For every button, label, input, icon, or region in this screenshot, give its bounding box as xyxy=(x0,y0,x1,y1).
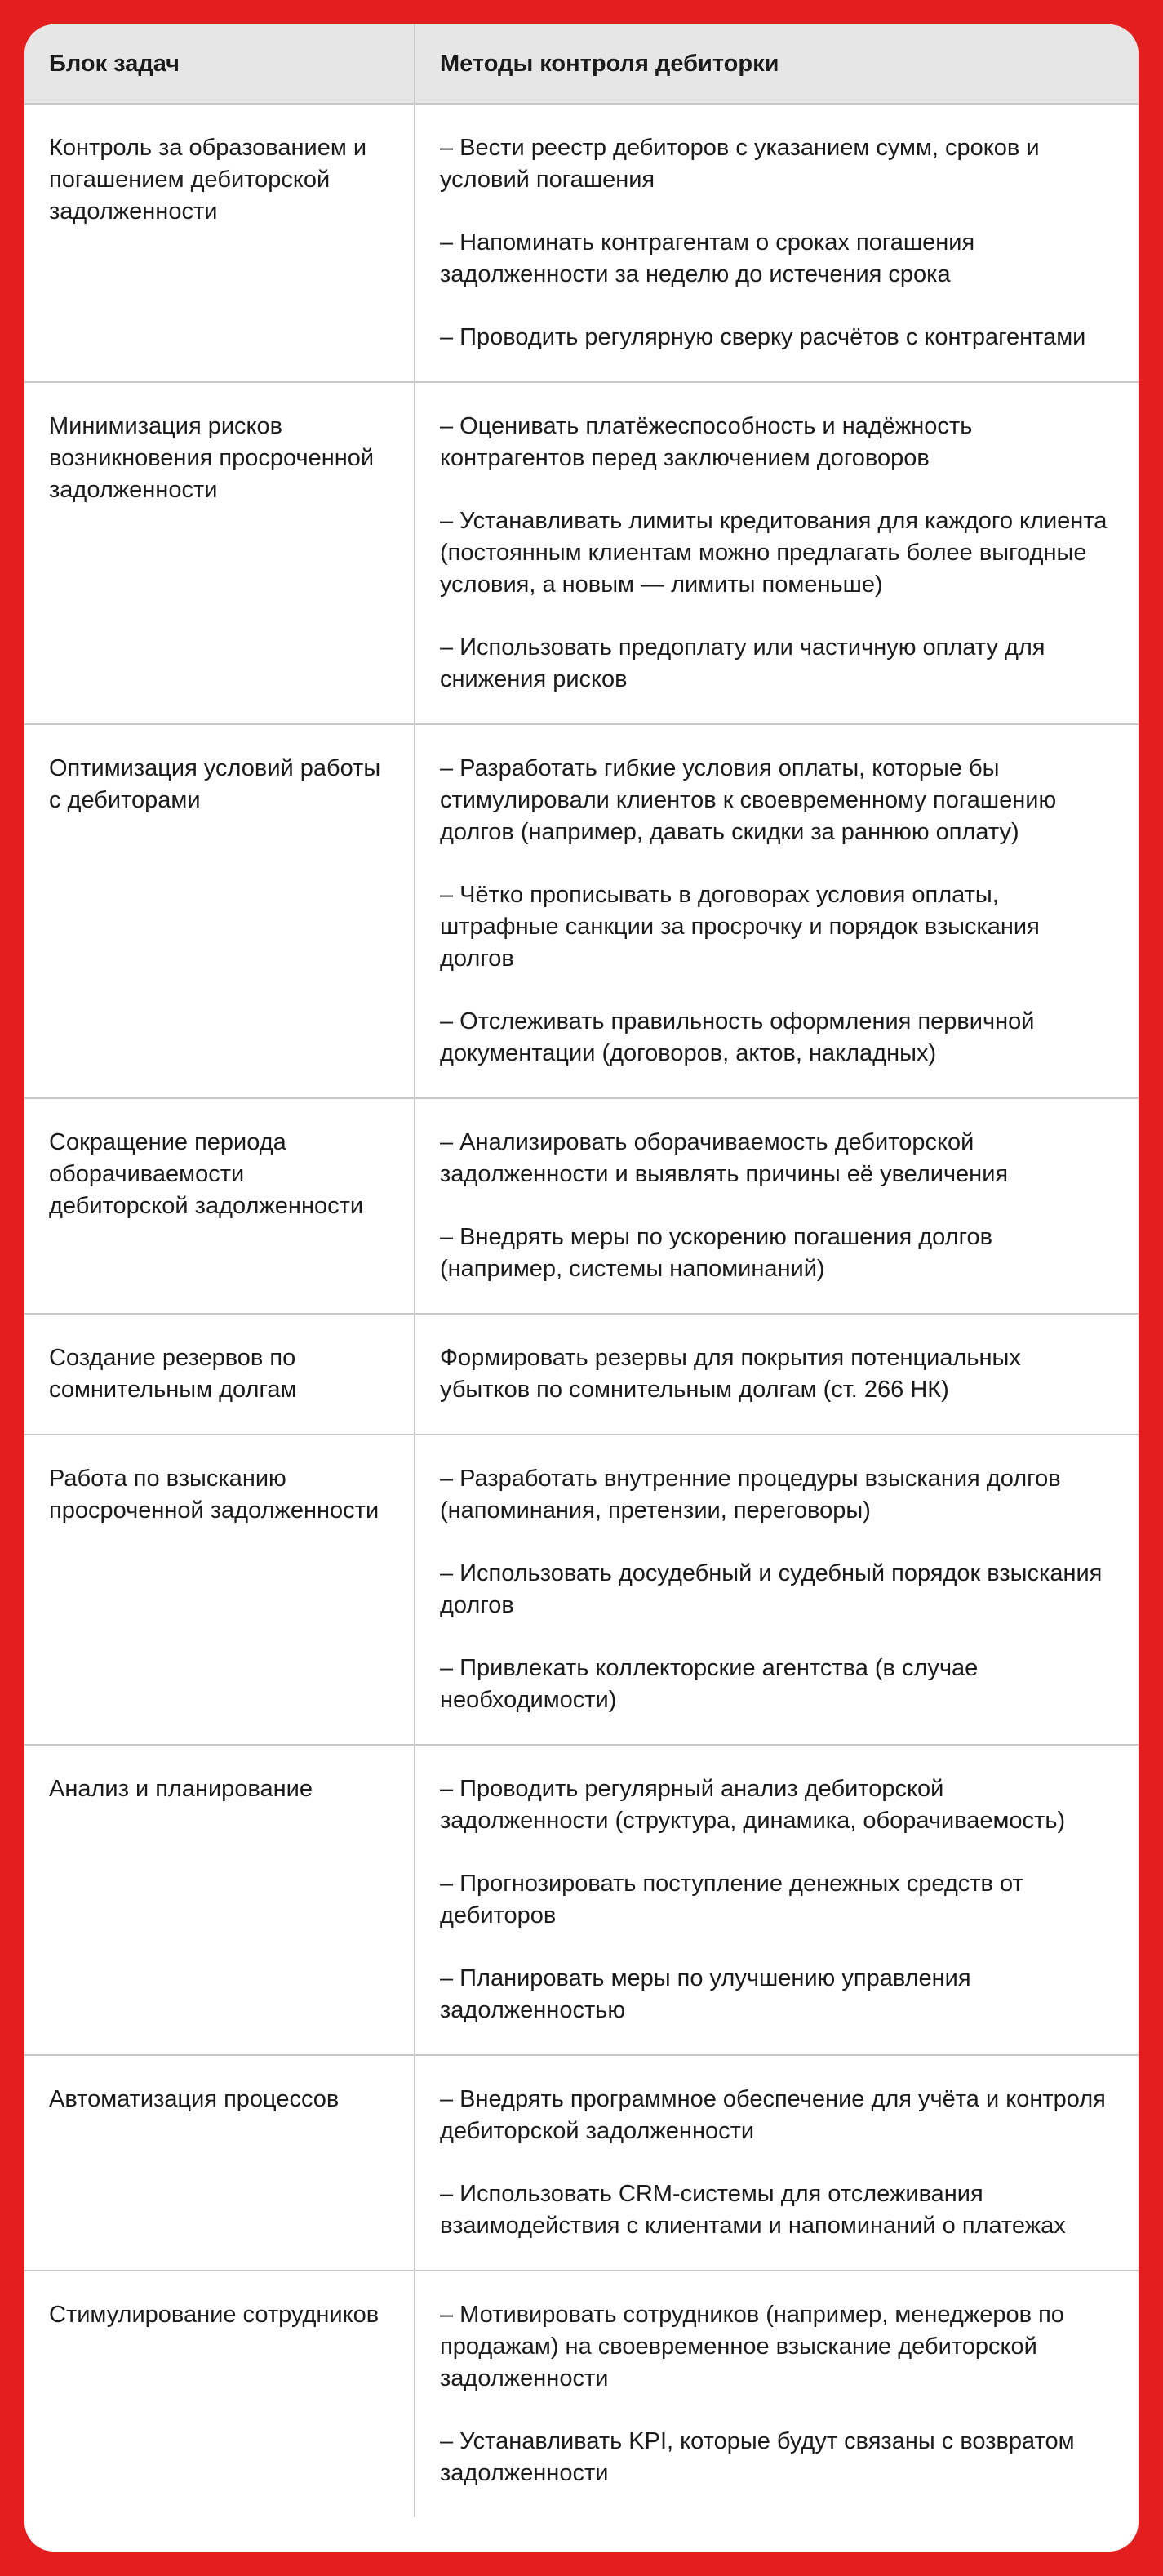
control-methods-cell xyxy=(415,2055,1139,2271)
table-row xyxy=(24,724,1139,1098)
table-row xyxy=(24,1435,1139,1745)
method-item: – Прогнозировать поступление денежных средств от дебиторов xyxy=(440,1871,1023,1929)
method-item: – Напоминать контрагентам о сроках погашения задолженности за неделю до истечения срока xyxy=(440,229,975,287)
task-block-cell: Сокращение периода оборачиваемости дебиторской задолженности xyxy=(24,1098,415,1314)
table-row xyxy=(24,2055,1139,2271)
control-methods-cell xyxy=(415,1098,1139,1314)
method-item: – Вести реестр дебиторов с указанием сумм, сроков и условий погашения xyxy=(440,135,1040,193)
table-row xyxy=(24,104,1139,382)
table-row xyxy=(24,1098,1139,1314)
task-block-cell: Анализ и планирование xyxy=(24,1745,415,2055)
table-header-row xyxy=(24,24,1139,104)
control-methods-cell xyxy=(415,2271,1139,2517)
method-item: – Планировать меры по улучшению управления задолженностью xyxy=(440,1965,971,2023)
method-item: – Разработать внутренние процедуры взыскания долгов (напоминания, претензии, переговоры) xyxy=(440,1466,1061,1524)
table-row xyxy=(24,382,1139,724)
task-block-cell: Работа по взысканию просроченной задолженности xyxy=(24,1435,415,1745)
method-item: – Использовать предоплату или частичную оплату для снижения рисков xyxy=(440,634,1045,692)
control-methods-cell xyxy=(415,724,1139,1098)
method-item: – Устанавливать лимиты кредитования для каждого клиента (постоянным клиентам можно предлагать более выгодные условия, а новым — лимиты поменьше) xyxy=(440,508,1108,598)
control-methods-cell xyxy=(415,382,1139,724)
header-task-block: Блок задач xyxy=(24,24,415,104)
method-item: – Использовать досудебный и судебный порядок взыскания долгов xyxy=(440,1560,1103,1618)
control-methods-cell xyxy=(415,1314,1139,1435)
control-methods-cell xyxy=(415,1745,1139,2055)
task-block-cell: Оптимизация условий работы с дебиторами xyxy=(24,724,415,1098)
table-card xyxy=(24,24,1139,2552)
method-item: – Внедрять меры по ускорению погашения долгов (например, системы напоминаний) xyxy=(440,1224,993,1282)
method-item: Формировать резервы для покрытия потенциальных убытков по сомнительным долгам (ст. 266 НК) xyxy=(440,1345,1021,1403)
debt-control-table xyxy=(24,24,1139,2517)
control-methods-cell xyxy=(415,1435,1139,1745)
task-block-cell: Стимулирование сотрудников xyxy=(49,2302,380,2328)
task-block-cell: Автоматизация процессов xyxy=(24,2055,415,2271)
control-methods-cell xyxy=(415,104,1139,382)
method-item: – Проводить регулярный анализ дебиторской задолженности (структура, динамика, оборачиваемость) xyxy=(440,1776,1066,1834)
table-row xyxy=(24,1745,1139,2055)
method-item: – Внедрять программное обеспечение для учёта и контроля дебиторской задолженности xyxy=(440,2086,1106,2144)
method-item: – Анализировать оборачиваемость дебиторской задолженности и выявлять причины её увеличения xyxy=(440,1129,1009,1187)
method-item: – Отслеживать правильность оформления первичной документации (договоров, актов, накладных) xyxy=(440,1008,1035,1066)
method-item: – Привлекать коллекторские агентства (в случае необходимости) xyxy=(440,1655,979,1713)
method-item: – Чётко прописывать в договорах условия оплаты, штрафные санкции за просрочку и порядок взыскания долгов xyxy=(440,882,1040,972)
table-row xyxy=(24,1314,1139,1435)
method-item: – Оценивать платёжеспособность и надёжность контрагентов перед заключением договоров xyxy=(440,413,973,471)
method-item: – Мотивировать сотрудников (например, менеджеров по продажам) на своевременное взыскание дебиторской задолженности xyxy=(440,2302,1064,2391)
task-block-cell: Минимизация рисков возникновения просроченной задолженности xyxy=(24,382,415,724)
task-block-cell: Создание резервов по сомнительным долгам xyxy=(24,1314,415,1435)
table-row xyxy=(24,2271,1139,2517)
task-block-cell: Контроль за образованием и погашением дебиторской задолженности xyxy=(24,104,415,382)
method-item: – Проводить регулярную сверку расчётов с контрагентами xyxy=(440,324,1086,350)
method-item: – Использовать CRM-системы для отслеживания взаимодействия с клиентами и напоминаний о платежах xyxy=(440,2181,1066,2239)
header-control-methods: Методы контроля дебиторки xyxy=(415,24,1139,104)
method-item: – Разработать гибкие условия оплаты, которые бы стимулировали клиентов к своевременному погашению долгов (например, давать скидки за раннюю оплату) xyxy=(440,755,1057,845)
method-item: – Устанавливать KPI, которые будут связаны с возвратом задолженности xyxy=(440,2428,1075,2486)
